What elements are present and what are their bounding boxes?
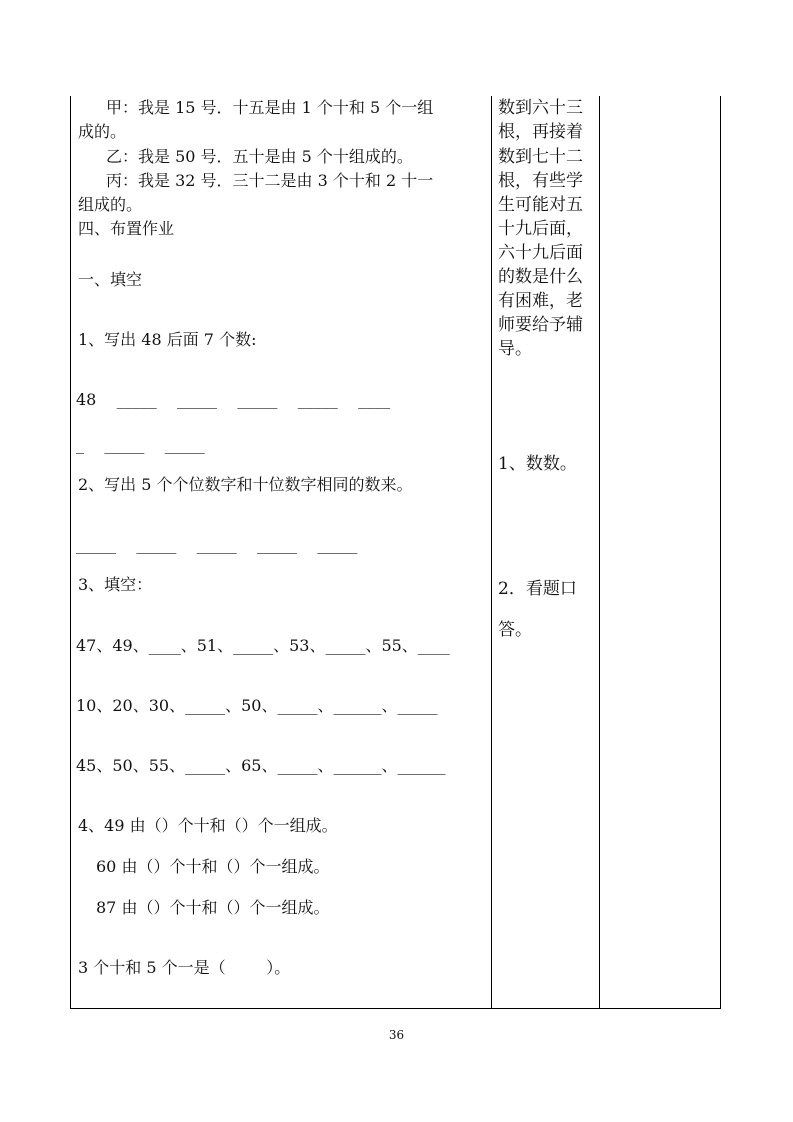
exercise-line: 1、写出 48 后面 7 个数: [78, 330, 257, 349]
page-number: 36 [388, 1028, 405, 1042]
exercise-line: _____ _____ _____ _____ _____ [76, 535, 358, 554]
exercise-line: 3、填空： [78, 575, 153, 594]
section-heading: 一、填空 [78, 270, 143, 289]
dialog-line: 丙：我是 32 号．三十二是由 3 个十和 2 十一 [106, 171, 434, 190]
exercise-line: _ _____ _____ [76, 435, 205, 454]
dialog-line: 乙：我是 50 号．五十是由 5 个十组成的。 [106, 147, 413, 166]
note-line: 六十九后面 [498, 243, 583, 263]
note-line: 数到六十三 [498, 98, 583, 118]
exercise-line: 3 个十和 5 个一是（ ）。 [78, 958, 291, 977]
exercise-line: 4、49 由（）个十和（）个一组成。 [78, 816, 338, 835]
note-item: 答。 [498, 620, 532, 640]
note-line: 十九后面， [498, 219, 583, 239]
note-line: 根，有些学 [498, 171, 583, 191]
note-line: 生可能对五 [498, 195, 583, 215]
note-line: 的数是什么 [498, 267, 583, 287]
exercise-line: 60 由（）个十和（）个一组成。 [96, 857, 330, 876]
note-line: 有困难，老 [498, 291, 583, 311]
dialog-line: 组成的。 [78, 195, 143, 214]
note-line: 师要给予辅 [498, 315, 583, 335]
exercise-line: 47、49、____、51、_____、53、_____、55、____ [76, 636, 450, 655]
exercise-line: 45、50、55、_____、65、_____、______、______ [76, 756, 446, 775]
exercise-line: 87 由（）个十和（）个一组成。 [96, 898, 330, 917]
note-line: 导。 [498, 339, 532, 359]
note-line: 根，再接着 [498, 122, 583, 142]
section-heading: 四、布置作业 [78, 219, 175, 238]
column-divider [491, 96, 492, 1008]
note-item: 1、数数。 [498, 454, 577, 474]
note-item: 2．看题口 [498, 579, 577, 599]
dialog-line: 甲：我是 15 号．十五是由 1 个十和 5 个一组 [106, 98, 434, 117]
note-line: 数到七十二 [498, 147, 583, 167]
exercise-line: 48 _____ _____ _____ _____ ____ [76, 390, 391, 409]
exercise-line: 2、写出 5 个个位数字和十位数字相同的数来。 [78, 475, 413, 494]
column-divider [599, 96, 600, 1008]
dialog-line: 成的。 [78, 122, 127, 141]
exercise-line: 10、20、30、_____、50、_____、______、_____ [76, 696, 438, 715]
